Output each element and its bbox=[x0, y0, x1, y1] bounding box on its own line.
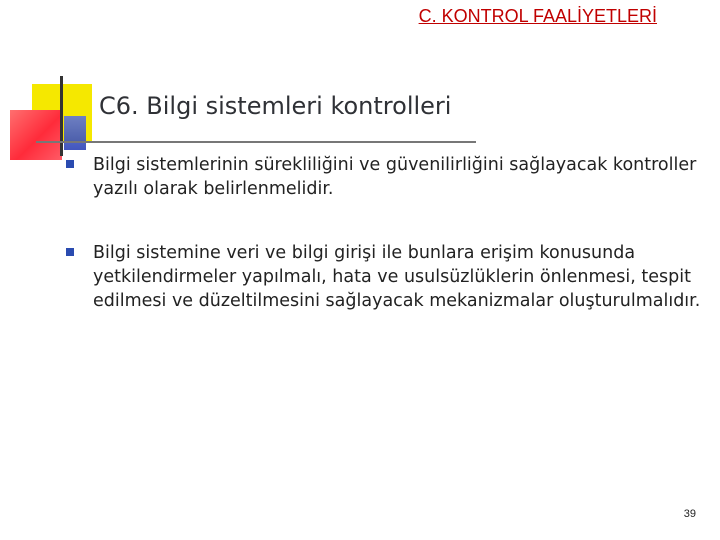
bullet-text: Bilgi sistemlerinin sürekliliğini ve güvenilirliğini sağlayacak kontroller yazılı olarak belirlenmelidir. bbox=[93, 155, 697, 199]
bullet-list bbox=[60, 153, 710, 353]
slide-title: C6. Bilgi sistemleri kontrolleri bbox=[99, 92, 452, 120]
page-number: 39 bbox=[683, 508, 696, 520]
decorative-horizontal-line bbox=[36, 141, 476, 143]
square-bullet-icon bbox=[66, 160, 74, 168]
section-header-title: C. KONTROL FAALİYETLERİ bbox=[418, 6, 657, 26]
decorative-red-square bbox=[10, 110, 62, 160]
bullet-item bbox=[60, 241, 710, 313]
bullet-text: Bilgi sistemine veri ve bilgi girişi ile bunlara erişim konusunda yetkilendirmeler yapılmalı, hata ve usulsüzlüklerin önlenmesi, tespit edilmesi ve düzeltilmesini sağlayacak mekanizmalar oluşturulmalıdır. bbox=[93, 243, 701, 311]
decorative-blue-bar bbox=[64, 116, 86, 150]
bullet-item bbox=[60, 153, 710, 201]
decorative-vertical-line bbox=[60, 76, 63, 156]
square-bullet-icon bbox=[66, 248, 74, 256]
